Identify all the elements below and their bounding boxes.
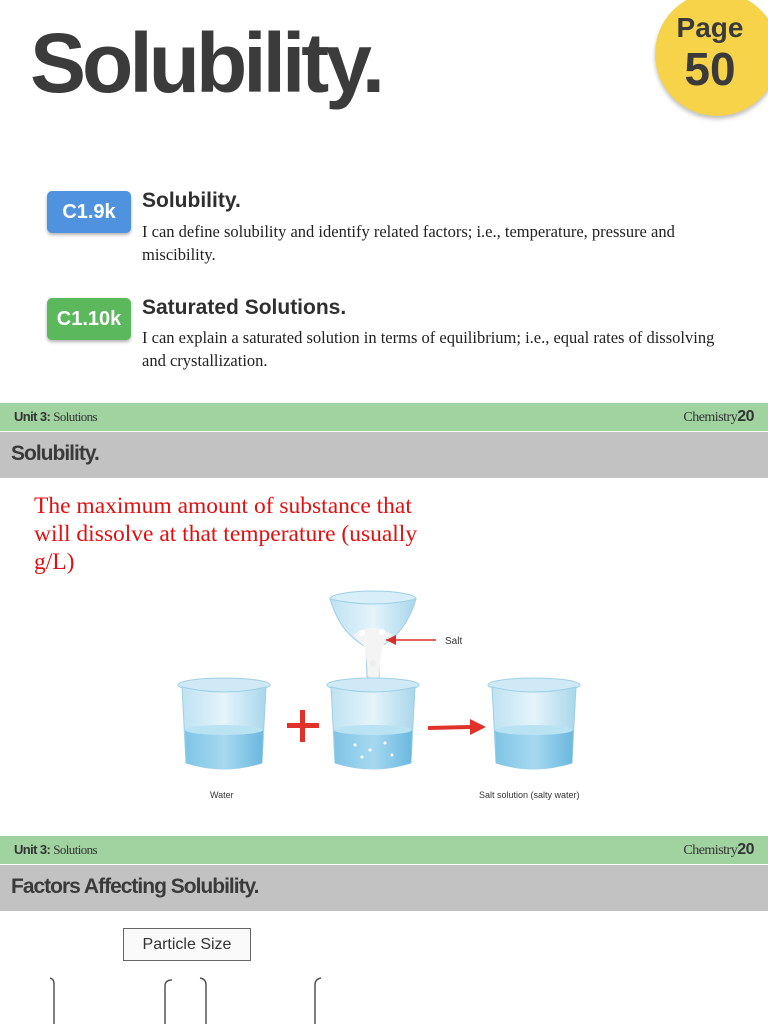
page-title: Solubility. <box>30 16 382 110</box>
section-header <box>0 865 768 911</box>
particle-size-label: Particle Size <box>123 928 251 961</box>
course-number: 20 <box>737 408 754 425</box>
unit-bar <box>0 836 768 864</box>
unit-info <box>14 409 97 425</box>
unit-bar <box>0 403 768 431</box>
salt-solution-beaker <box>488 678 580 769</box>
course-info <box>683 408 754 426</box>
water-label: Water <box>210 790 234 800</box>
unit-name: Solutions <box>53 842 97 857</box>
outcome-code-badge: C1.9k <box>47 191 131 233</box>
page-number: 50 <box>684 43 736 95</box>
section-title: Solubility. <box>11 442 99 465</box>
course-name: Chemistry <box>683 843 738 858</box>
solubility-definition: The maximum amount of substance that will dissolve at that temperature (usually g/L) <box>34 493 418 575</box>
salt-label: Salt <box>445 636 463 647</box>
unit-info <box>14 842 97 858</box>
hand-drawn-beakers <box>40 970 340 1024</box>
unit-label: Unit 3: <box>14 409 51 424</box>
outcome-description: I can explain a saturated solution in terms of equilibrium; i.e., equal rates of dissolving and crystallization. <box>142 328 715 370</box>
solution-label: Salt solution (salty water) <box>479 790 580 800</box>
outcome-title: Saturated Solutions. <box>142 296 347 319</box>
section-header <box>0 432 768 478</box>
page-number-badge <box>655 0 768 116</box>
salt-water-beaker <box>327 678 419 769</box>
outcome-description: I can define solubility and identify related factors; i.e., temperature, pressure and miscibility. <box>142 222 675 264</box>
right-arrow-icon <box>428 719 486 735</box>
plus-icon <box>287 710 319 742</box>
section-title: Factors Affecting Solubility. <box>11 875 259 898</box>
course-name: Chemistry <box>683 410 738 425</box>
salt-dissolving-diagram <box>170 585 610 810</box>
course-info <box>683 841 754 859</box>
water-beaker <box>178 678 270 769</box>
page-label: Page <box>676 12 744 43</box>
outcome-title: Solubility. <box>142 189 241 212</box>
outcome-code-badge: C1.10k <box>47 298 131 340</box>
unit-name: Solutions <box>53 409 97 424</box>
funnel-icon <box>330 591 416 683</box>
unit-label: Unit 3: <box>14 842 51 857</box>
course-number: 20 <box>737 841 754 858</box>
